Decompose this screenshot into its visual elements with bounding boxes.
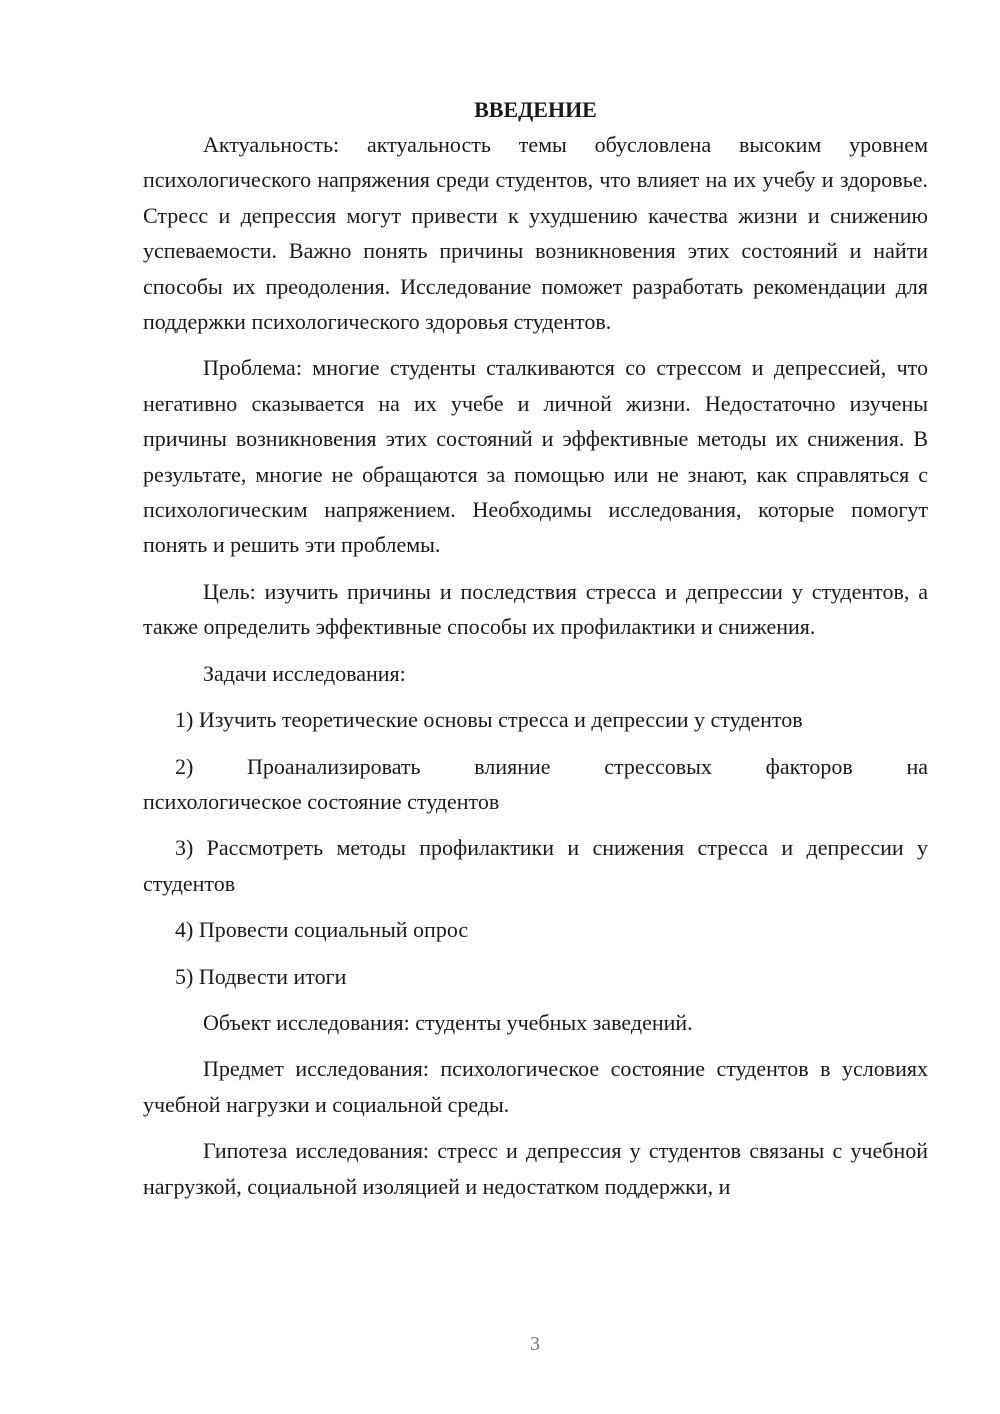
task-item-1: 1) Изучить теоретические основы стресса и депрессии у студентов bbox=[175, 707, 803, 733]
task-item-4: 4) Провести социальный опрос bbox=[175, 917, 469, 943]
task-item-5: 5) Подвести итоги bbox=[175, 963, 347, 989]
tasks-title: Задачи исследования: bbox=[203, 660, 406, 686]
task-item-3: 3) Рассмотреть методы профилактики и снижения стресса и депрессии у студентов bbox=[143, 835, 928, 896]
problem-paragraph: Проблема: многие студенты сталкиваются со стрессом и депрессией, что негативно сказывается на их учебе и личной жизни. Недостаточно изучены причины возникновения этих состояний и эффективные методы их снижения. В результате, многие не обращаются за помощью или не знают, как справляться с психологическим напряжением. Необходимы исследования, которые помогут понять и решить эти проблемы. bbox=[143, 355, 928, 558]
page-number: 3 bbox=[530, 1333, 540, 1355]
subject-paragraph: Предмет исследования: психологическое состояние студентов в условиях учебной нагрузки и социальной среды. bbox=[143, 1056, 928, 1117]
goal-paragraph: Цель: изучить причины и последствия стресса и депрессии у студентов, а также определить эффективные способы их профилактики и снижения. bbox=[143, 578, 928, 640]
section-heading: ВВЕДЕНИЕ bbox=[474, 97, 597, 122]
relevance-paragraph: Актуальность: актуальность темы обусловлена высоким уровнем психологического напряжения среди студентов, что влияет на их учебу и здоровье. Стресс и депрессия могут привести к ухудшению качества жизни и снижению успеваемости. Важно понять причины возникновения этих состояний и найти способы их преодоления. Исследование поможет разработать рекомендации для поддержки психологического здоровья студентов. bbox=[143, 132, 928, 335]
task-item-2: 2) Проанализировать влияние стрессовых факторов на психологическое состояние студентов bbox=[143, 753, 928, 814]
object-paragraph: Объект исследования: студенты учебных заведений. bbox=[203, 1009, 693, 1035]
page-content bbox=[143, 92, 928, 1215]
hypothesis-paragraph: Гипотеза исследования: стресс и депрессия у студентов связаны с учебной нагрузкой, социальной изоляцией и недостатком поддержки, и bbox=[143, 1138, 928, 1199]
